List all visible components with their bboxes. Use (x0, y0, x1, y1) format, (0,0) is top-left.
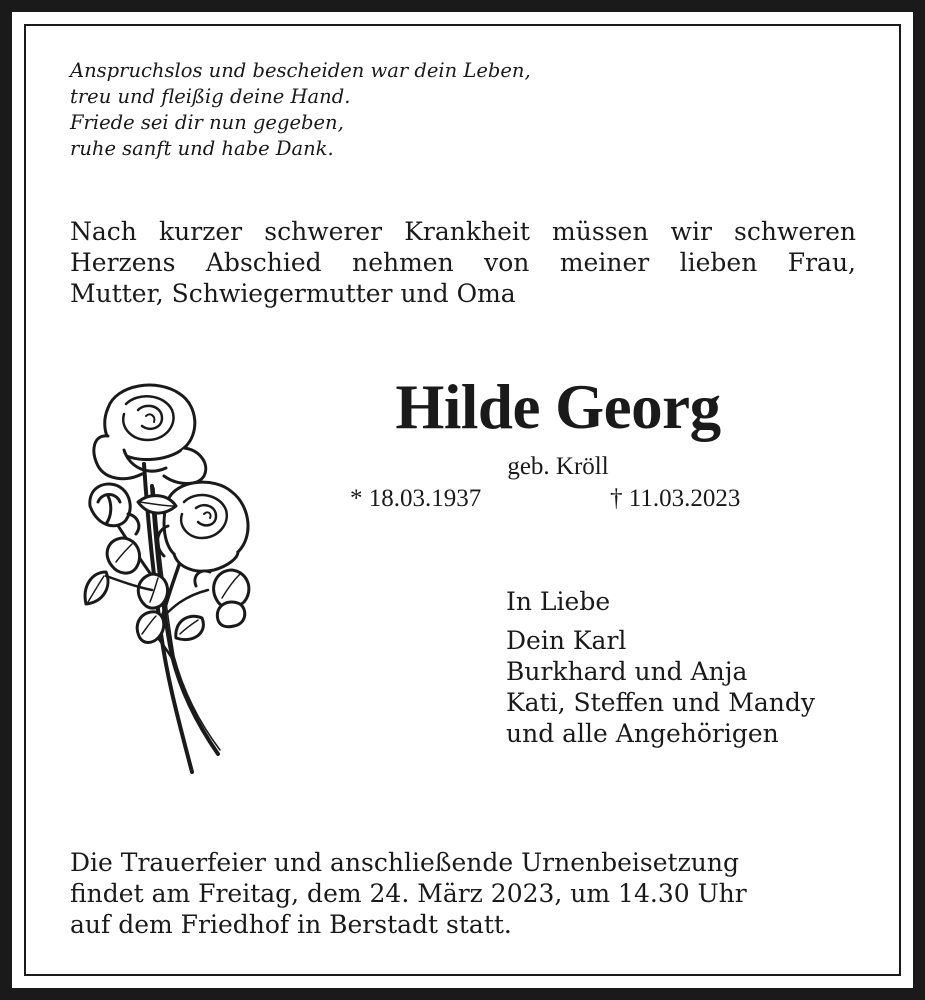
mourner-name: Kati, Steffen und Mandy (506, 688, 815, 717)
middle-rose (158, 482, 248, 571)
deceased-name: Hilde Georg (395, 372, 721, 442)
funeral-line: Die Trauerfeier und anschließende Urnenbeisetzung (70, 848, 739, 877)
roses-illustration (68, 376, 254, 776)
mourner-name: Burkhard und Anja (506, 657, 748, 686)
funeral-line: findet am Freitag, dem 24. März 2023, um 14.30 Uhr (70, 879, 747, 908)
poem-line: treu und fleißig deine Hand. (70, 85, 351, 108)
funeral-notice (70, 847, 747, 940)
poem-line: Anspruchslos und bescheiden war dein Leben, (70, 59, 531, 82)
mourner-name: Dein Karl (506, 626, 627, 655)
announcement-line: Mutter, Schwiegermutter und Oma (70, 279, 516, 308)
announcement-line: Nach kurzer schwerer Krankheit müssen wir schweren (70, 217, 856, 246)
top-rose (94, 385, 206, 483)
spacer (506, 617, 815, 625)
announcement-line: Herzens Abschied nehmen von meiner lieben Frau, (70, 248, 856, 277)
mourner-name: und alle Angehörigen (506, 719, 779, 748)
rose-bud (90, 484, 139, 534)
obituary-card (12, 12, 913, 988)
poem-line: Friede sei dir nun gegeben, (70, 111, 344, 134)
closing-line: In Liebe (506, 587, 611, 616)
maiden-name: geb. Kröll (507, 453, 609, 480)
funeral-line: auf dem Friedhof in Berstadt statt. (70, 910, 512, 939)
poem-line: ruhe sanft und habe Dank. (70, 137, 334, 160)
family-signature (506, 586, 815, 749)
death-date: † 11.03.2023 (610, 485, 741, 512)
announcement-text (70, 216, 856, 309)
memorial-poem (70, 58, 531, 162)
birth-date: * 18.03.1937 (350, 485, 482, 512)
